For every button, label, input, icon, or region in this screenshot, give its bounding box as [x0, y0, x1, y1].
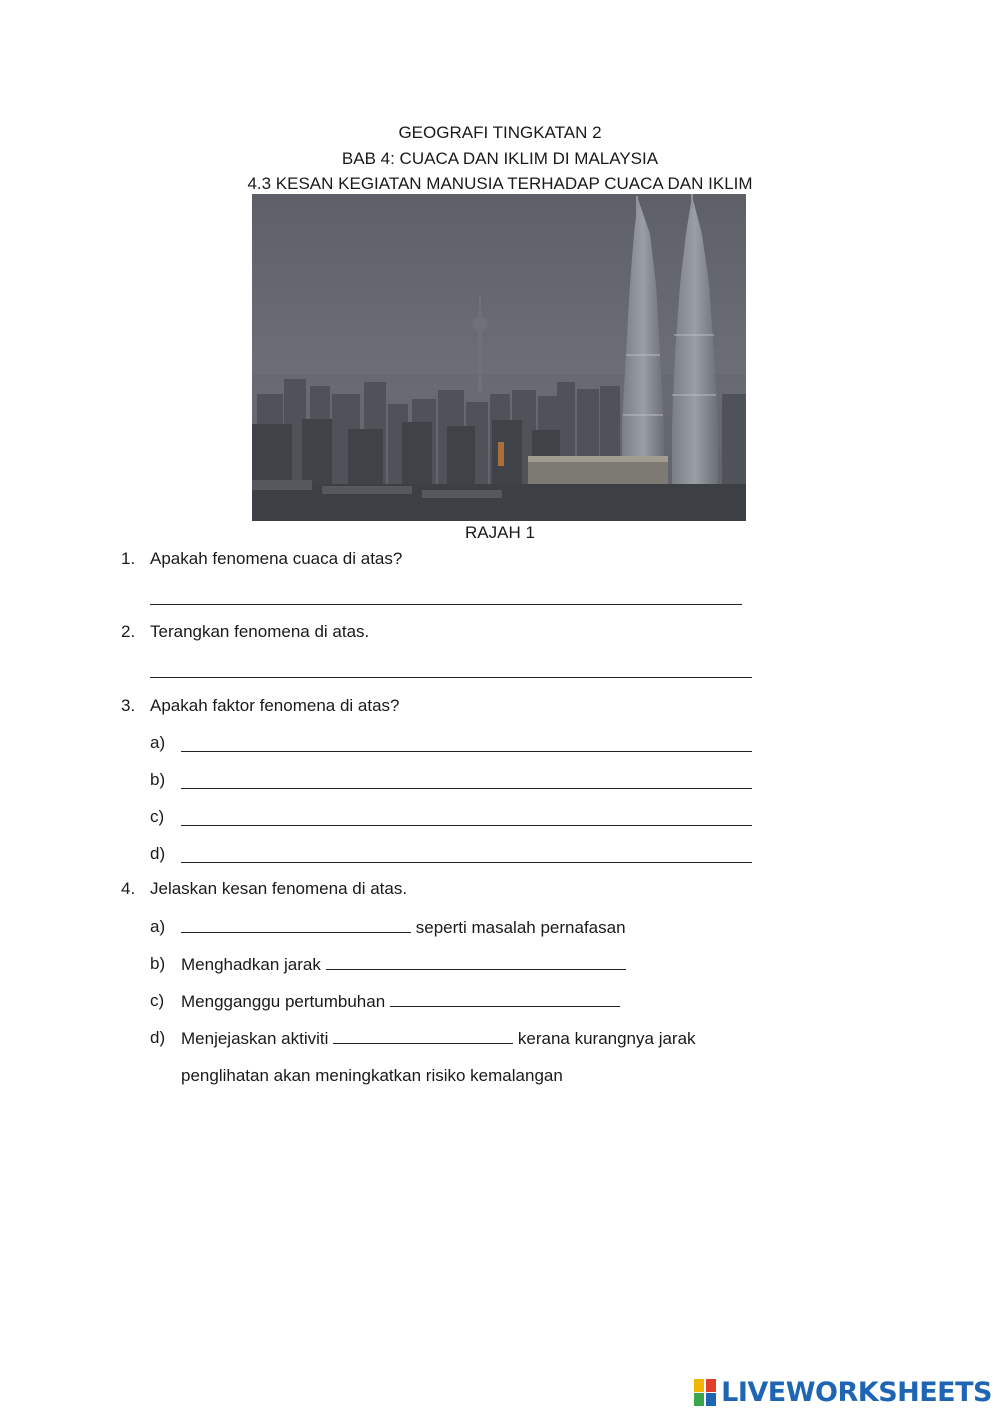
answer-3b-field[interactable] [181, 788, 752, 789]
liveworksheets-wordmark: LIVEWORKSHEETS [721, 1376, 992, 1408]
q3-label-a: a) [150, 733, 166, 752]
question-2-number: 2. [121, 622, 136, 641]
liveworksheets-logo-icon [694, 1377, 718, 1407]
question-3 [0, 695, 1000, 717]
answer-4b-field[interactable] [326, 953, 626, 970]
question-2 [0, 621, 1000, 643]
q3-label-b: b) [150, 770, 166, 789]
haze-city-photo [252, 194, 746, 521]
q3-label-d: d) [150, 844, 166, 863]
q4d-text-before: Menjejaskan aktiviti [181, 1029, 329, 1048]
answer-4c-field[interactable] [390, 990, 620, 1007]
question-1-text: Apakah fenomena cuaca di atas? [150, 549, 403, 568]
answer-3d-field[interactable] [181, 862, 752, 863]
q4a-text-after: seperti masalah pernafasan [415, 918, 626, 937]
q4-label-c: c) [150, 991, 165, 1010]
answer-3c-field[interactable] [181, 825, 752, 826]
q4c-text-before: Mengganggu pertumbuhan [181, 992, 386, 1011]
question-1-number: 1. [121, 549, 136, 568]
chapter-title: BAB 4: CUACA DAN IKLIM DI MALAYSIA [341, 149, 659, 168]
answer-4d-field[interactable] [333, 1027, 513, 1044]
question-3-number: 3. [121, 696, 136, 715]
answer-2-field[interactable] [150, 677, 752, 678]
question-4-number: 4. [121, 879, 136, 898]
question-2-text: Terangkan fenomena di atas. [150, 622, 370, 641]
question-1 [0, 548, 1000, 570]
answer-4a-field[interactable] [181, 916, 411, 933]
q3-label-c: c) [150, 807, 165, 826]
q4b-text-before: Menghadkan jarak [181, 955, 321, 974]
answer-3a-field[interactable] [181, 751, 752, 752]
figure-caption: RAJAH 1 [465, 523, 535, 542]
q4-label-a: a) [150, 917, 166, 936]
q4-label-d: d) [150, 1028, 166, 1047]
q4d-continuation: penglihatan akan meningkatkan risiko kemalangan [181, 1066, 563, 1085]
answer-1-field[interactable] [150, 604, 742, 605]
q4-label-b: b) [150, 954, 166, 973]
q4a-row [181, 916, 626, 939]
question-3-text: Apakah faktor fenomena di atas? [150, 696, 400, 715]
question-4 [0, 878, 1000, 900]
question-4-text: Jelaskan kesan fenomena di atas. [150, 879, 408, 898]
q4d-text-after: kerana kurangnya jarak [517, 1029, 696, 1048]
q4d-row [181, 1027, 696, 1050]
section-title: 4.3 KESAN KEGIATAN MANUSIA TERHADAP CUACA DAN IKLIM [247, 174, 753, 193]
worksheet-subject: GEOGRAFI TINGKATAN 2 [398, 123, 602, 142]
liveworksheets-brand [694, 1375, 992, 1409]
q4b-row [181, 953, 626, 976]
q4c-row [181, 990, 620, 1013]
